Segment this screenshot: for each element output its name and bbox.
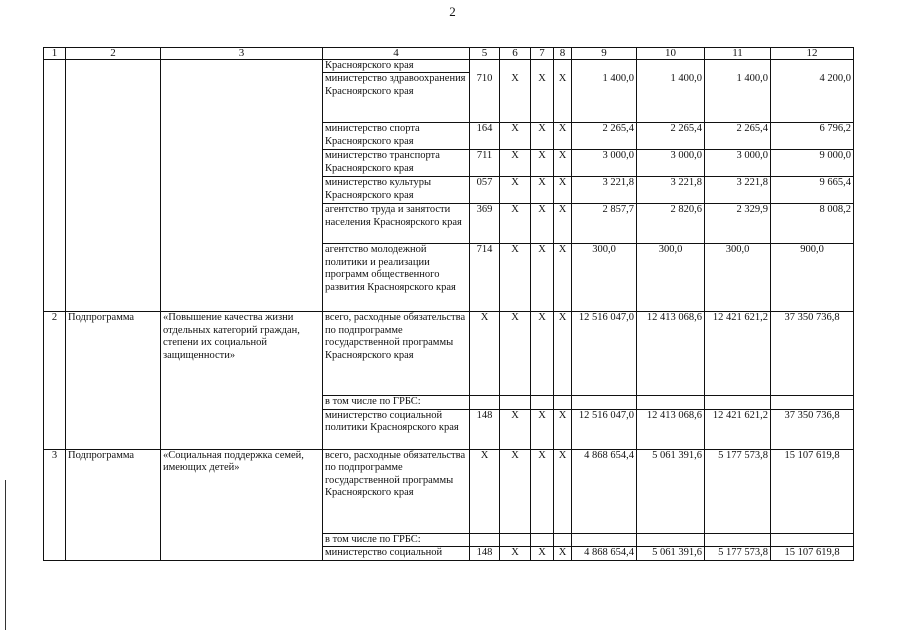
value-cell: 12 413 068,6: [637, 409, 705, 449]
table-row: [44, 60, 854, 73]
cell-x: X: [531, 547, 554, 560]
cell-x: X: [470, 312, 500, 396]
value-cell: 4 868 654,4: [572, 449, 637, 533]
including-label: в том числе по ГРБС:: [323, 396, 470, 409]
cell-x: X: [531, 177, 554, 204]
grbs-name: министерство здравоохранения Красноярского края: [323, 73, 470, 123]
value-cell: 1 400,0: [637, 73, 705, 123]
cell-x: X: [500, 547, 531, 560]
type-cell: [66, 60, 161, 312]
row-number: 3: [44, 449, 66, 560]
cell-x: X: [531, 123, 554, 150]
cell-x: X: [554, 547, 572, 560]
grbs-name: министерство социальной политики Красноярского края: [323, 409, 470, 449]
col-header: 8: [554, 48, 572, 60]
cell-x: X: [554, 204, 572, 244]
cell-x: X: [531, 409, 554, 449]
header-row: [44, 48, 854, 60]
value-cell: 12 421 621,2: [705, 312, 771, 396]
grbs-name: министерство транспорта Красноярского края: [323, 150, 470, 177]
value-cell: 300,0: [705, 244, 771, 312]
total-label: всего, расходные обязательства по подпрограмме государственной программы Красноярского края: [323, 449, 470, 533]
grbs-code: 711: [470, 150, 500, 177]
total-label: всего, расходные обязательства по подпрограмме государственной программы Красноярского края: [323, 312, 470, 396]
cell-x: X: [500, 409, 531, 449]
value-cell: 15 107 619,8: [771, 547, 854, 560]
value-cell: 5 061 391,6: [637, 547, 705, 560]
value-cell: 12 516 047,0: [572, 312, 637, 396]
value-cell: 3 000,0: [572, 150, 637, 177]
value-cell: 12 421 621,2: [705, 409, 771, 449]
value-cell: 300,0: [637, 244, 705, 312]
col-header: 3: [161, 48, 323, 60]
value-cell: 2 857,7: [572, 204, 637, 244]
col-header: 2: [66, 48, 161, 60]
cell-x: X: [554, 409, 572, 449]
value-cell: 5 177 573,8: [705, 449, 771, 533]
value-cell: 1 400,0: [705, 73, 771, 123]
col-header: 11: [705, 48, 771, 60]
grbs-name: министерство социальной: [323, 547, 470, 560]
col-header: 9: [572, 48, 637, 60]
cell-x: X: [554, 244, 572, 312]
value-cell: 9 665,4: [771, 177, 854, 204]
value-cell: 3 000,0: [705, 150, 771, 177]
value-cell: 4 868 654,4: [572, 547, 637, 560]
cell-x: X: [531, 204, 554, 244]
col-header: 1: [44, 48, 66, 60]
page-number: 2: [449, 4, 456, 19]
col-header: 4: [323, 48, 470, 60]
subprogram-type: Подпрограмма: [66, 449, 161, 560]
cell-x: X: [531, 449, 554, 533]
value-cell: 3 221,8: [637, 177, 705, 204]
cell-x: X: [554, 312, 572, 396]
cell-x: X: [500, 244, 531, 312]
value-cell: 300,0: [572, 244, 637, 312]
cell-x: X: [531, 73, 554, 123]
value-cell: 12 413 068,6: [637, 312, 705, 396]
value-cell: 4 200,0: [771, 73, 854, 123]
value-cell: 37 350 736,8: [771, 312, 854, 396]
subprogram-title: «Социальная поддержка семей, имеющих детей»: [161, 449, 323, 560]
cell-x: X: [500, 177, 531, 204]
cell-x: X: [531, 312, 554, 396]
table-row: [44, 312, 854, 396]
value-cell: 2 329,9: [705, 204, 771, 244]
value-cell: 8 008,2: [771, 204, 854, 244]
value-cell: 2 265,4: [572, 123, 637, 150]
title-cell: [161, 60, 323, 312]
cell-x: X: [531, 244, 554, 312]
cell-x: X: [554, 449, 572, 533]
table-row: [44, 449, 854, 533]
col-header: 7: [531, 48, 554, 60]
budget-table: [43, 47, 854, 561]
value-cell: 15 107 619,8: [771, 449, 854, 533]
value-cell: 9 000,0: [771, 150, 854, 177]
grbs-name: министерство культуры Красноярского края: [323, 177, 470, 204]
cell-x: X: [554, 150, 572, 177]
cell-x: X: [554, 177, 572, 204]
value-cell: 3 221,8: [705, 177, 771, 204]
value-cell: 6 796,2: [771, 123, 854, 150]
value-cell: 5 061 391,6: [637, 449, 705, 533]
grbs-code: 164: [470, 123, 500, 150]
value-cell: 12 516 047,0: [572, 409, 637, 449]
value-cell: 5 177 573,8: [705, 547, 771, 560]
row-number: 2: [44, 312, 66, 449]
grbs-code: 057: [470, 177, 500, 204]
subprogram-type: Подпрограмма: [66, 312, 161, 449]
cell-x: X: [500, 204, 531, 244]
grbs-code: 710: [470, 73, 500, 123]
col-header: 10: [637, 48, 705, 60]
value-cell: 2 265,4: [705, 123, 771, 150]
grbs-name: министерство спорта Красноярского края: [323, 123, 470, 150]
grbs-name: агентство труда и занятости населения Красноярского края: [323, 204, 470, 244]
value-cell: 2 820,6: [637, 204, 705, 244]
value-cell: 900,0: [771, 244, 854, 312]
grbs-code: 148: [470, 409, 500, 449]
cell-x: X: [500, 150, 531, 177]
value-cell: 37 350 736,8: [771, 409, 854, 449]
cell-x: X: [500, 73, 531, 123]
subprogram-title: «Повышение качества жизни отдельных категорий граждан, степени их социальной защищенности»: [161, 312, 323, 449]
cell-x: X: [554, 73, 572, 123]
grbs-code: 714: [470, 244, 500, 312]
cell-x: X: [554, 123, 572, 150]
col-header: 5: [470, 48, 500, 60]
col-header: 6: [500, 48, 531, 60]
scan-edge-line: [5, 480, 6, 630]
grbs-code: 148: [470, 547, 500, 560]
grbs-code: 369: [470, 204, 500, 244]
col-header: 12: [771, 48, 854, 60]
cell-x: X: [500, 123, 531, 150]
grbs-name: агентство молодежной политики и реализации программ общественного развития Красноярского края: [323, 244, 470, 312]
cell-x: X: [531, 150, 554, 177]
including-label: в том числе по ГРБС:: [323, 533, 470, 546]
value-cell: 1 400,0: [572, 73, 637, 123]
cell-x: X: [500, 312, 531, 396]
cell-x: X: [500, 449, 531, 533]
value-cell: 3 000,0: [637, 150, 705, 177]
cell-x: X: [470, 449, 500, 533]
row-number-cell: [44, 60, 66, 312]
continuation-text: Красноярского края: [323, 60, 470, 73]
value-cell: 3 221,8: [572, 177, 637, 204]
value-cell: 2 265,4: [637, 123, 705, 150]
